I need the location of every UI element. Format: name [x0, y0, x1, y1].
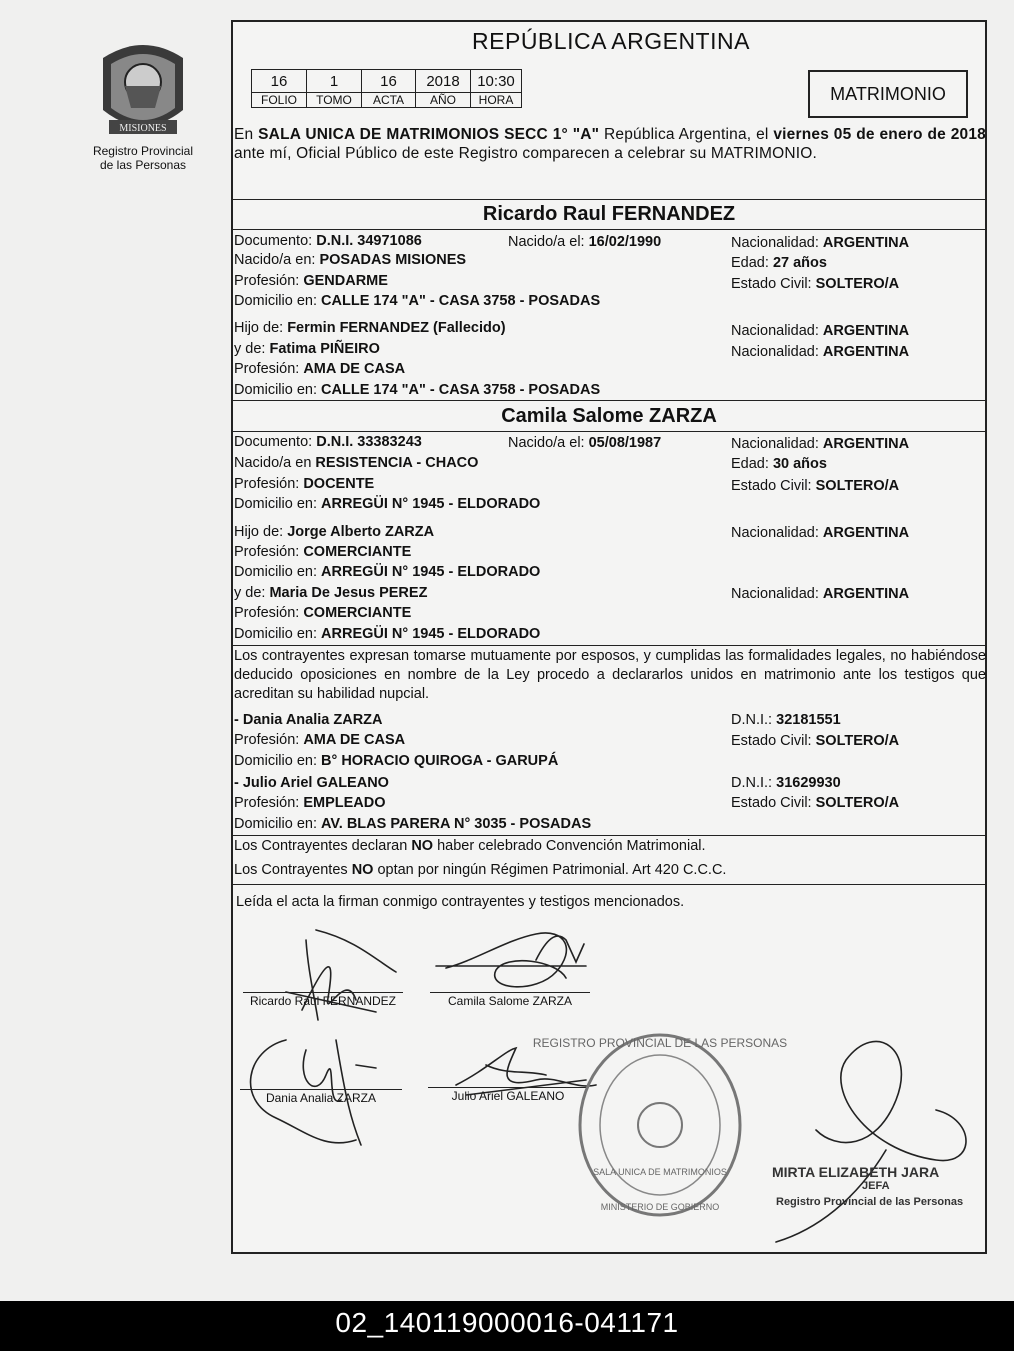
spouse2-address: Domicilio en: ARREGÜI N° 1945 - ELDORADO [234, 496, 541, 512]
folio-value: 16 [252, 70, 307, 93]
divider [232, 199, 986, 200]
witness2-name: - Julio Ariel GALEANO [234, 775, 389, 791]
anio-value: 2018 [416, 70, 471, 93]
spouse2-name: Camila Salome ZARZA [501, 405, 717, 427]
spouse1-birthplace: Nacido/a en: POSADAS MISIONES [234, 252, 467, 268]
witness1-dni: D.N.I.: 32181551 [731, 712, 841, 728]
record-type-badge: MATRIMONIO [808, 70, 968, 118]
witness2-civil-status: Estado Civil: SOLTERO/A [731, 795, 900, 811]
spouse2-dob: Nacido/a el: 05/08/1987 [508, 435, 662, 451]
spouse2-father-nationality: Nacionalidad: ARGENTINA [731, 525, 910, 541]
hora-label: HORA [471, 93, 522, 108]
spouse1-father: Hijo de: Fermin FERNANDEZ (Fallecido) [234, 320, 506, 336]
spouse2-profession: Profesión: DOCENTE [234, 476, 375, 492]
convention-statement: Los Contrayentes declaran NO haber celebrado Convención Matrimonial. [234, 838, 706, 854]
spouse1-document: Documento: D.N.I. 34971086 [234, 233, 422, 249]
spouse1-nationality: Nacionalidad: ARGENTINA [731, 235, 910, 251]
acta-value: 16 [362, 70, 416, 93]
spouse2-age: Edad: 30 años [731, 456, 827, 472]
hora-value: 10:30 [471, 70, 522, 93]
spouse2-father-profession: Profesión: COMERCIANTE [234, 544, 412, 560]
witness1-name: - Dania Analia ZARZA [234, 712, 383, 728]
signature-caption-witness2: Julio Ariel GALEANO [451, 1089, 565, 1103]
svg-text:MISIONES: MISIONES [119, 123, 167, 134]
spouse1-profession: Profesión: GENDARME [234, 273, 388, 289]
spouse2-civil-status: Estado Civil: SOLTERO/A [731, 478, 900, 494]
spouse1-civil-status: Estado Civil: SOLTERO/A [731, 276, 900, 292]
spouse1-name: Ricardo Raul FERNANDEZ [482, 203, 736, 225]
official-office: Registro Provincial de las Personas [776, 1196, 964, 1208]
witness1-address: Domicilio en: B° HORACIO QUIROGA - GARUPÁ [234, 753, 559, 769]
divider [232, 400, 986, 401]
document-title: REPÚBLICA ARGENTINA [472, 28, 750, 54]
official-name: MIRTA ELIZABETH JARA [772, 1164, 940, 1180]
divider [232, 229, 986, 230]
spouse2-mother: y de: Maria De Jesus PEREZ [234, 585, 428, 601]
signature-caption-spouse2: Camila Salome ZARZA [447, 994, 573, 1008]
folio-label: FOLIO [252, 93, 307, 108]
official-stamp [532, 1025, 788, 1225]
official-role: JEFA [862, 1180, 890, 1192]
intro-paragraph: En SALA UNICA DE MATRIMONIOS SECC 1° "A" República Argentina, el viernes 05 de enero de 2018 ante mí, Oficial Público de este Registro comparecen a celebrar su MATRIMONIO. [234, 126, 986, 162]
spouse2-father-address: Domicilio en: ARREGÜI N° 1945 - ELDORADO [234, 564, 541, 580]
spouse1-mother: y de: Fatima PIÑEIRO [234, 341, 380, 357]
spouse1-mother-profession: Profesión: AMA DE CASA [234, 361, 406, 377]
stamp-inner-text: SALA UNICA DE MATRIMONIOS [593, 1167, 727, 1177]
reading-statement: Leída el acta la firman conmigo contrayentes y testigos mencionados. [236, 894, 685, 910]
acta-label: ACTA [362, 93, 416, 108]
anio-label: AÑO [416, 93, 471, 108]
tomo-label: TOMO [307, 93, 362, 108]
registry-table [251, 69, 522, 108]
spouse2-nationality: Nacionalidad: ARGENTINA [731, 436, 910, 452]
spouse2-father: Hijo de: Jorge Alberto ZARZA [234, 524, 435, 540]
spouse1-mother-address: Domicilio en: CALLE 174 "A" - CASA 3758 - POSADAS [234, 382, 601, 398]
divider [232, 884, 986, 885]
spouse1-mother-nationality: Nacionalidad: ARGENTINA [731, 344, 910, 360]
signature-caption-spouse1: Ricardo Raul FERNANDEZ [249, 994, 397, 1008]
province-seal-logo [95, 38, 191, 142]
logo-caption: Registro Provincial de las Personas [92, 144, 194, 172]
divider [232, 645, 986, 646]
spouse2-mother-profession: Profesión: COMERCIANTE [234, 605, 412, 621]
spouse1-address: Domicilio en: CALLE 174 "A" - CASA 3758 - POSADAS [234, 293, 601, 309]
witness1-civil-status: Estado Civil: SOLTERO/A [731, 733, 900, 749]
spouse1-father-nationality: Nacionalidad: ARGENTINA [731, 323, 910, 339]
declaration-paragraph: Los contrayentes expresan tomarse mutuamente por esposos, y cumplidas las formalidades legales, no habiéndose deducido oposiciones en nombre de la Ley procedo a declararlos unidos en matrimonio ante los testigos que acreditan su habilidad nupcial. [234, 648, 986, 702]
document-id: 02_140119000016-041171 [335, 1307, 679, 1338]
spouse1-dob: Nacido/a el: 16/02/1990 [508, 234, 662, 250]
spouse2-mother-nationality: Nacionalidad: ARGENTINA [731, 586, 910, 602]
spouse2-birthplace: Nacido/a en RESISTENCIA - CHACO [234, 455, 479, 471]
tomo-value: 1 [307, 70, 362, 93]
regime-statement: Los Contrayentes NO optan por ningún Régimen Patrimonial. Art 420 C.C.C. [234, 862, 727, 878]
stamp-ring-text: REGISTRO PROVINCIAL DE LAS PERSONAS [532, 1036, 788, 1050]
spouse2-mother-address: Domicilio en: ARREGÜI N° 1945 - ELDORADO [234, 626, 541, 642]
spouse1-age: Edad: 27 años [731, 255, 827, 271]
spouse2-document: Documento: D.N.I. 33383243 [234, 434, 422, 450]
signature-caption-witness1: Dania Analia ZARZA [265, 1091, 377, 1105]
witness2-profession: Profesión: EMPLEADO [234, 795, 386, 811]
witness1-profession: Profesión: AMA DE CASA [234, 732, 406, 748]
stamp-bottom-text: MINISTERIO DE GOBIERNO [600, 1202, 720, 1212]
witness2-address: Domicilio en: AV. BLAS PARERA N° 3035 - POSADAS [234, 816, 592, 832]
witness2-dni: D.N.I.: 31629930 [731, 775, 841, 791]
